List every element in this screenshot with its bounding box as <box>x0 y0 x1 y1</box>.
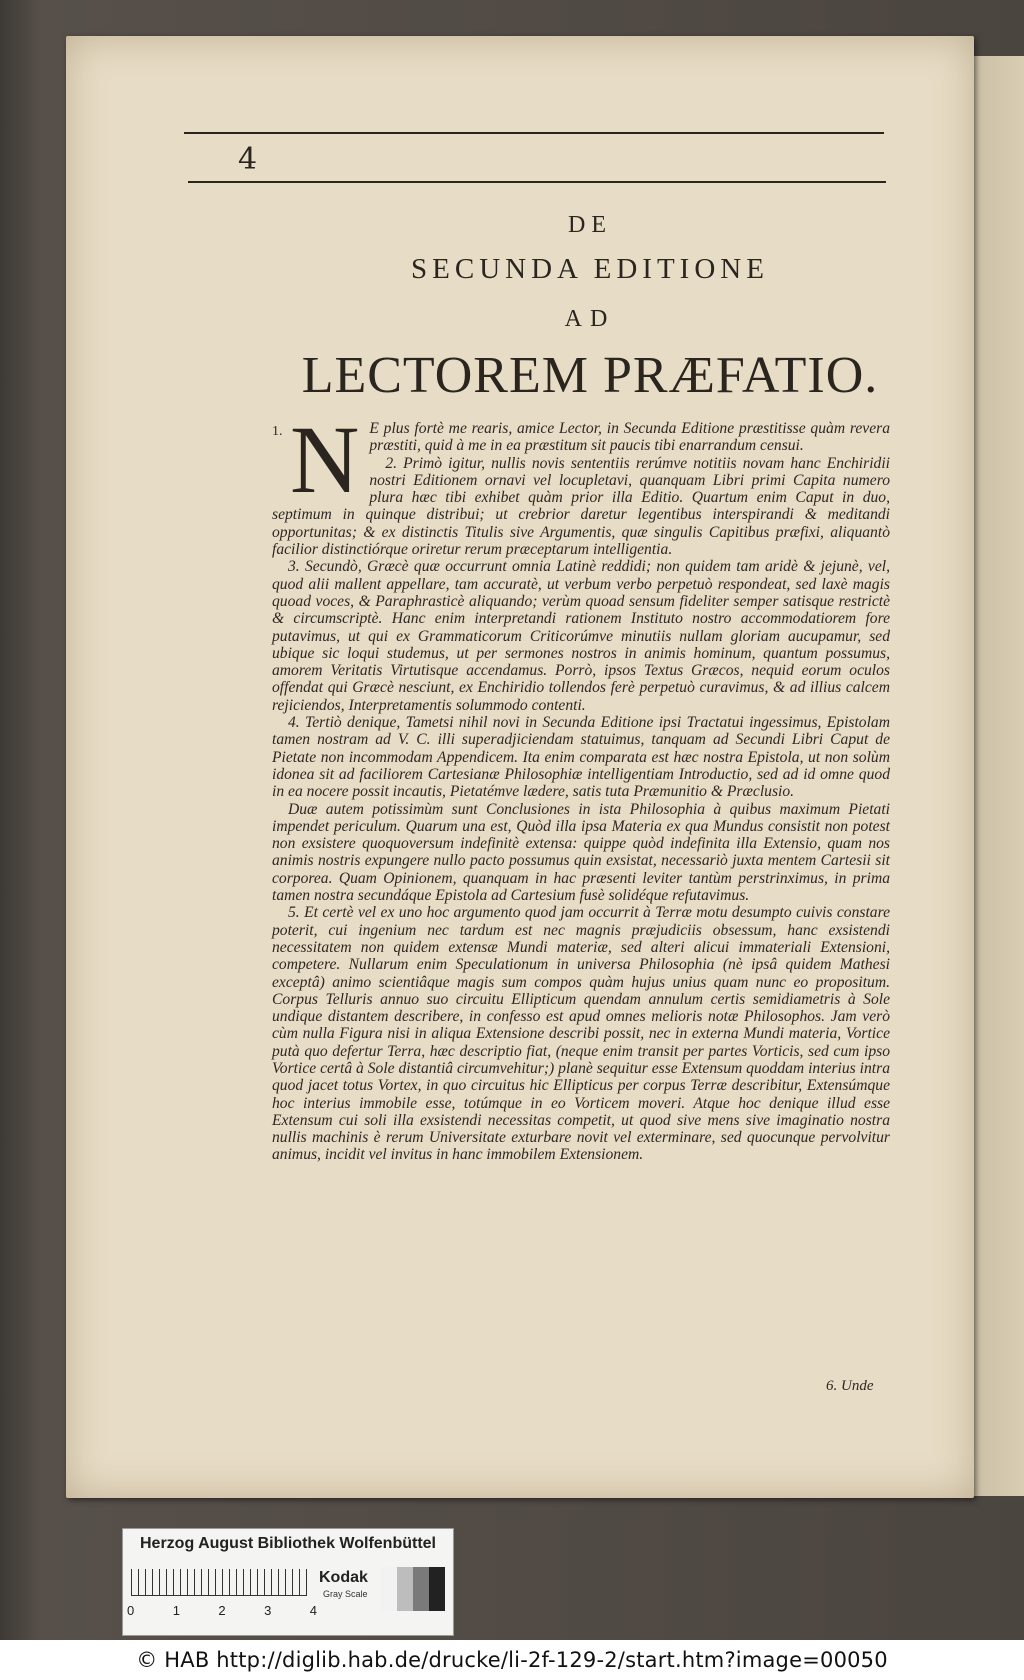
gray-swatch <box>429 1567 445 1611</box>
paragraph-4: 4. Tertiò denique, Tametsi nihil novi in Secunda Editione ipsi Tractatui ingessimus, Epistolam tamen nostram ad V. C. illi superadjiciendam statuimus, tanquam ad Secundi Libri Caput de Pietate non incommodam Appendicem. Ita enim comparata est hæc nostra Epistola, ut non solùm idonea sit ad faciliorem Cartesianæ Philosophiæ intelligentiam Introductio, sed ad id omne quod in ea nocere possit incautis, Pietatémve lædere, satis tuta Præmunitio & Præclusio. <box>272 714 890 801</box>
ruler-numbers <box>127 1603 317 1618</box>
catchword: 6. Unde <box>826 1378 874 1394</box>
header-rule <box>188 181 886 183</box>
paragraph-1-text: E plus fortè me rearis, amice Lector, in Secunda Editione præstitisse quàm revera præstiti, quid à me in ea præstitum sit paucis tibi enarrandum censui. <box>369 420 890 455</box>
ruler-number: 3 <box>264 1603 272 1618</box>
heading-ad: AD <box>564 306 616 332</box>
paragraph-3: 3. Secundò, Græcè quæ occurrunt omnia Latinè reddidi; non quidem tam aridè & jejunè, vel, quod alii mallent appellare, tam accuratè, ut verbum verbo perpetuò respondeat, sed laxè magis quoad voces, & Paraphrasticè aliquando; verùm quoad sensum fideliter semper satisque restrictè & circumscriptè. Hanc enim interpretandi rationem Instituto nostro accommodatiorem fore putavimus, ut qui ex Grammaticorum Criticorúmve minutiis nullam gloriam aucupamur, sed ubique sic loqui studemus, ut per sermones nostros in animis hominum, quantum possumus, amorem Veritatis Virtutisque accendamus. Porrò, ipsos Textus Græcos, nequid eorum oculos offendat qui Græcè nesciunt, ex Enchiridio tollendos ferè perpetuò curavimus, & ad illius calcem rejiciendos, Interpretamentis solummodo contenti. <box>272 558 890 714</box>
heading-secunda-editione: SECUNDA EDITIONE <box>411 253 769 285</box>
paragraph-5: Duæ autem potissimùm sunt Conclusiones in ista Philosophia à quibus maximum Pietati impendet periculum. Quarum una est, Quòd illa ipsa Materia ex qua Mundus consistit non potest non exsistere quoquoversum indefinitè extensa: quippe quòd indefinita illa Extensio, quam nos animis nostris expungere nullo pacto possumus quin exsistat, necessariò juxta mentem Cartesii sit corporea. Quam Opinionem, quanquam in hac præsenti leviter tantùm perstrinximus, in prima tamen nostra secundáque Epistola ad Cartesium fusè solidéque refutavimus. <box>272 800 890 905</box>
footer-credit: © HAB http://diglib.hab.de/drucke/li-2f-129-2/start.htm?image=00050 <box>0 1640 1024 1680</box>
heading-lectorem-praefatio: LECTOREM PRÆFATIO. <box>301 347 879 404</box>
heading-de: DE <box>568 212 612 238</box>
ruler-number: 2 <box>218 1603 226 1618</box>
drop-cap: N <box>290 406 360 513</box>
gray-scale-label: Gray Scale <box>323 1589 368 1599</box>
gray-swatches <box>381 1567 445 1611</box>
ruler-number: 1 <box>172 1603 180 1618</box>
kodak-logo: Kodak <box>319 1569 368 1586</box>
preface-body <box>272 406 890 1164</box>
library-name: Herzog August Bibliothek Wolfenbüttel <box>140 1535 436 1552</box>
paragraph-2: 2. Primò igitur, nullis novis sententiis rerúmve notitiis novam hanc Enchiridii nostri Editionem ornavi vel locupletavi, quanquam Libri primi Capita numero plura hæc tibi exhibet quàm prior illa Editio. Quartum enim Caput in duo, septimum in quinque distribui; ut crebrior daretur legentibus interspirandi & meditandi opportunitas; & ex distinctis Titulis sive Argumentis, quæ singulis Capitibus præfixi, aliquantò facilior distinctiórque oriretur rerum præceptarum intelligentia. <box>272 454 890 559</box>
ruler-number: 0 <box>127 1603 135 1618</box>
gray-swatch <box>413 1567 429 1611</box>
page-number: 4 <box>238 142 258 177</box>
color-target-card <box>122 1528 454 1636</box>
next-page-edge <box>974 56 1024 1496</box>
section-number: 1. <box>272 424 283 439</box>
ruler-number: 4 <box>309 1603 317 1618</box>
paragraph-6: 5. Et certè vel ex uno hoc argumento quod jam occurrit à Terræ motu desumpto cuivis constare poterit, cui ingenium nec tardum est nec magnis præjudiciis obsessum, hanc exsistendi necessitatem non quidem extensæ Mundi materiæ, sed alteri alicui immateriali Extensioni, competere. Nullarum enim Speculationum in universa Philosophia (nè ipsâ quidem Mathesi exceptâ) animo scientiâque magis sum compos quàm hujus unius quam nunc eo propositum. Corpus Telluris annuo suo circuitu Ellipticum quendam annulum certis semidiametris à Sole undique distantem describere, in confesso est apud omnes melioris notæ Philosophos. Jam verò cùm nulla Figura nisi in aliqua Extensione describi possit, nec in externa Mundi materia, Vortice putà quo defertur Terra, hæc descriptio fiat, (neque enim transit per partes Vorticis, sed cum ipso Vortice certâ à Sole distantiâ circumvehitur;) planè sequitur esse Extensum quoddam interius intra quod jacet totus Vortex, in quo circuitus hic Ellipticus per corpus Terræ describitur, Extensúmque hoc interius immobile esse, totúmque in eo Vorticem moveri. Atque hoc denique illud esse Extensum cui soli illa exsistendi necessitas competit, ut quod sive mens sive imaginatio nostra nullis machinis è rerum Universitate exturbare novit vel exterminare, sed quocunque pervolvitur animus, incidit vel invitus in hanc immobilem Extensionem. <box>272 904 890 1164</box>
gray-swatch <box>381 1567 397 1611</box>
scale-ruler <box>131 1569 307 1596</box>
gray-swatch <box>397 1567 413 1611</box>
top-rule <box>184 132 884 134</box>
